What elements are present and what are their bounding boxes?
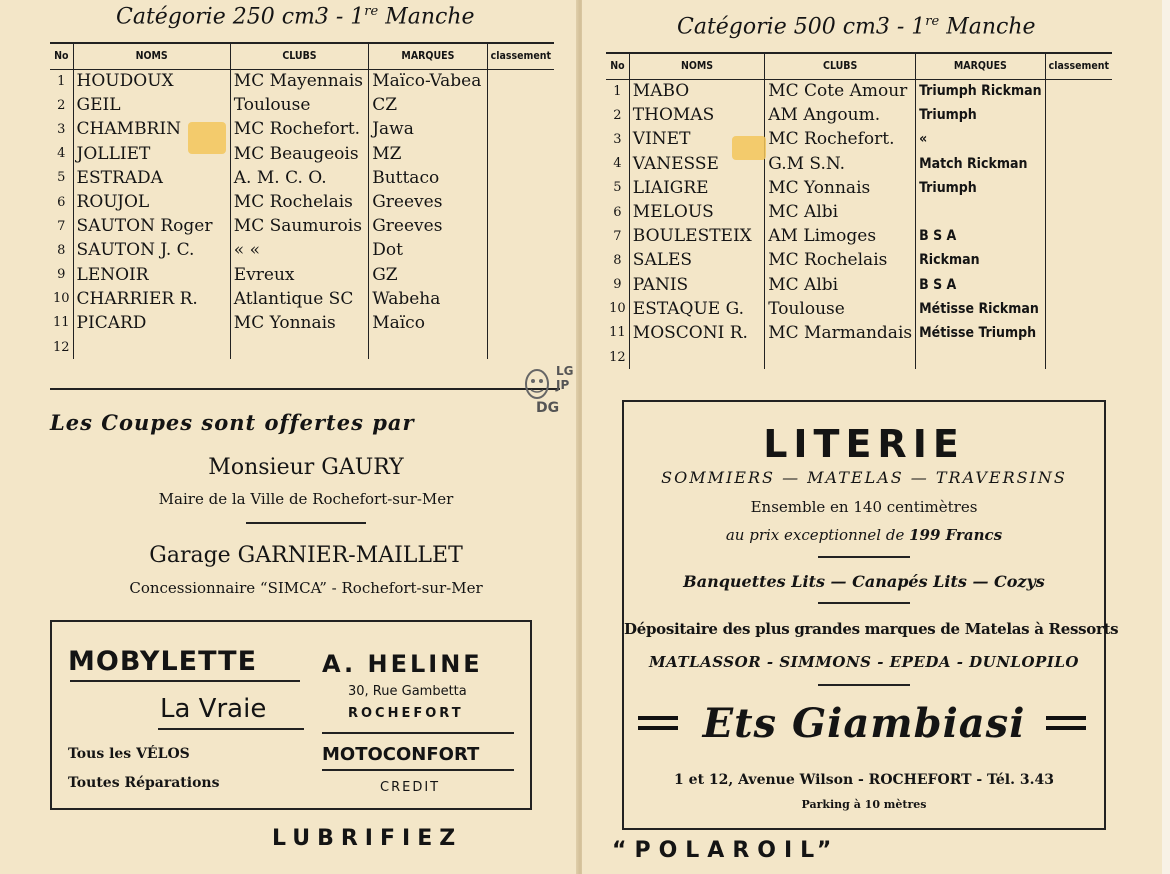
cell-nom: ESTAQUE G. xyxy=(629,297,764,321)
column-header: MARQUES xyxy=(916,53,1046,79)
cell-rank xyxy=(487,166,554,190)
table-row xyxy=(606,127,1112,151)
results-table-250 xyxy=(50,42,554,359)
cell-rank xyxy=(1045,127,1112,151)
table-row xyxy=(606,79,1112,103)
cell-marque: Maïco-Vabea xyxy=(369,69,487,93)
literie-brands: MATLASSOR - SIMMONS - EPEDA - DUNLOPILO xyxy=(649,653,1079,671)
cell-club: MC Saumurois xyxy=(230,214,368,238)
cell-marque: CZ xyxy=(369,93,487,117)
cell-club: « « xyxy=(230,238,368,262)
tape-stain xyxy=(732,136,766,160)
cell-marque: « xyxy=(916,127,1046,151)
footer-polaroil: “POLAROIL” xyxy=(612,838,840,863)
table-row xyxy=(50,263,554,287)
cell-marque: Maïco xyxy=(369,311,487,335)
cell-marque: Rickman xyxy=(916,248,1046,272)
table-row xyxy=(50,142,554,166)
cell-club: MC Cote Amour xyxy=(765,79,916,103)
cell-nom: MOSCONI R. xyxy=(629,321,764,345)
table-row xyxy=(606,248,1112,272)
cell-no: 7 xyxy=(613,228,622,244)
heline-city: ROCHEFORT xyxy=(348,706,464,721)
cell-no: 8 xyxy=(613,252,622,268)
cell-nom: SAUTON J. C. xyxy=(73,238,230,262)
table-row xyxy=(606,273,1112,297)
cell-rank xyxy=(1045,152,1112,176)
cell-rank xyxy=(487,142,554,166)
column-header: classement xyxy=(1045,53,1112,79)
cell-rank xyxy=(1045,345,1112,369)
column-header: classement xyxy=(487,43,554,69)
cell-club: MC Mayennais xyxy=(230,69,368,93)
cell-nom: PANIS xyxy=(629,273,764,297)
category-500-title: Catégorie 500 cm3 - 1re Manche xyxy=(677,14,1036,40)
column-header: CLUBS xyxy=(230,43,368,69)
cell-marque: MZ xyxy=(369,142,487,166)
cell-club: Toulouse xyxy=(765,297,916,321)
scan-edge xyxy=(1162,0,1170,874)
cell-club: A. M. C. O. xyxy=(230,166,368,190)
table-row xyxy=(50,69,554,93)
cell-nom: LIAIGRE xyxy=(629,176,764,200)
cell-marque: Métisse Triumph xyxy=(916,321,1046,345)
cell-club: Evreux xyxy=(230,263,368,287)
motoconfort-text: MOTOCONFORT xyxy=(322,744,480,765)
cell-club: MC Yonnais xyxy=(230,311,368,335)
cell-nom: BOULESTEIX xyxy=(629,224,764,248)
cell-club: AM Limoges xyxy=(765,224,916,248)
cell-no: 10 xyxy=(53,291,70,307)
cell-marque: B S A xyxy=(916,224,1046,248)
cell-marque xyxy=(916,200,1046,224)
cell-no: 5 xyxy=(57,170,66,186)
cell-marque: Métisse Rickman xyxy=(916,297,1046,321)
cell-no: 2 xyxy=(613,107,622,123)
cell-club xyxy=(230,335,368,359)
coupes-donor-2-title: Concessionnaire “SIMCA” - Rochefort-sur-Mer xyxy=(129,579,483,597)
table-row xyxy=(50,335,554,359)
cell-marque xyxy=(369,335,487,359)
cell-no: 12 xyxy=(53,339,70,355)
cell-no: 10 xyxy=(609,301,626,317)
literie-prix: au prix exceptionnel de 199 Francs xyxy=(725,526,1003,544)
cell-no: 1 xyxy=(613,83,622,99)
cell-no: 2 xyxy=(57,97,66,113)
cell-club: MC Rochelais xyxy=(230,190,368,214)
cell-no: 9 xyxy=(613,277,622,293)
cell-rank xyxy=(487,263,554,287)
footer-lubrifiez: LUBRIFIEZ xyxy=(272,826,463,851)
cell-marque: Jawa xyxy=(369,117,487,141)
la-vraie-text: La Vraie xyxy=(160,694,267,724)
literie-parking: Parking à 10 mètres xyxy=(801,798,927,811)
cell-rank xyxy=(487,214,554,238)
velos-text: Tous les VÉLOS xyxy=(68,746,190,762)
divider xyxy=(322,769,514,771)
divider xyxy=(322,732,514,734)
cell-marque: Greeves xyxy=(369,214,487,238)
cell-nom: ESTRADA xyxy=(73,166,230,190)
equals-decoration xyxy=(1046,716,1086,730)
cell-rank xyxy=(487,238,554,262)
divider xyxy=(70,680,300,682)
ets-giambiasi-logo: Ets Giambiasi xyxy=(702,700,1026,747)
column-header: MARQUES xyxy=(369,43,487,69)
cell-rank xyxy=(1045,248,1112,272)
cell-no: 11 xyxy=(609,325,626,341)
table-row xyxy=(606,297,1112,321)
table-row xyxy=(50,311,554,335)
cell-rank xyxy=(1045,103,1112,127)
cell-no: 6 xyxy=(57,194,66,210)
cell-no: 8 xyxy=(57,242,66,258)
table-row xyxy=(606,345,1112,369)
cell-club: G.M S.N. xyxy=(765,152,916,176)
divider xyxy=(50,388,560,390)
literie-ad xyxy=(622,400,1119,830)
cell-nom: THOMAS xyxy=(629,103,764,127)
cell-nom: MABO xyxy=(629,79,764,103)
cell-no: 9 xyxy=(57,267,66,283)
divider xyxy=(818,684,910,686)
stamp-line-1: LG xyxy=(556,364,574,378)
cell-club: Toulouse xyxy=(230,93,368,117)
cell-no: 12 xyxy=(609,349,626,365)
heline-address: 30, Rue Gambetta xyxy=(348,684,467,699)
stamp-line-2: JP xyxy=(556,378,570,392)
cell-marque: Wabeha xyxy=(369,287,487,311)
cell-marque: Triumph xyxy=(916,103,1046,127)
cell-rank xyxy=(1045,297,1112,321)
column-header: NOMS xyxy=(629,53,764,79)
cell-no: 5 xyxy=(613,180,622,196)
cell-nom: SALES xyxy=(629,248,764,272)
left-page xyxy=(0,0,578,874)
cell-nom: JOLLIET xyxy=(73,142,230,166)
cell-nom: GEIL xyxy=(73,93,230,117)
literie-depositaire: Dépositaire des plus grandes marques de Matelas à Ressorts xyxy=(624,620,1119,638)
cell-no: 4 xyxy=(57,146,66,162)
cell-club: MC Rochefort. xyxy=(230,117,368,141)
cell-club: MC Albi xyxy=(765,273,916,297)
cell-nom: VANESSE xyxy=(629,152,764,176)
cell-nom: PICARD xyxy=(73,311,230,335)
cell-marque: GZ xyxy=(369,263,487,287)
cell-rank xyxy=(487,69,554,93)
table-row xyxy=(50,214,554,238)
table-row xyxy=(606,321,1112,345)
coupes-title: Les Coupes sont offertes par xyxy=(50,410,415,435)
cell-rank xyxy=(487,311,554,335)
cell-club: MC Rochefort. xyxy=(765,127,916,151)
cell-no: 6 xyxy=(613,204,622,220)
cell-rank xyxy=(487,287,554,311)
cell-marque: Triumph Rickman xyxy=(916,79,1046,103)
cell-nom: MELOUS xyxy=(629,200,764,224)
cell-nom: LENOIR xyxy=(73,263,230,287)
cell-rank xyxy=(487,335,554,359)
cell-nom xyxy=(629,345,764,369)
column-header: No xyxy=(50,43,73,69)
literie-title: LITERIE xyxy=(763,422,965,466)
cell-no: 4 xyxy=(613,156,622,172)
table-row xyxy=(50,238,554,262)
divider xyxy=(158,728,304,730)
cell-rank xyxy=(1045,224,1112,248)
mobylette-ad xyxy=(50,620,532,810)
column-header: No xyxy=(606,53,629,79)
cell-nom: SAUTON Roger xyxy=(73,214,230,238)
cell-rank xyxy=(1045,176,1112,200)
results-table-500 xyxy=(606,52,1112,369)
cell-marque: Greeves xyxy=(369,190,487,214)
cell-no: 3 xyxy=(57,121,66,137)
cell-marque: Buttaco xyxy=(369,166,487,190)
cell-rank xyxy=(487,117,554,141)
heline-title: A. HELINE xyxy=(322,650,483,678)
literie-ensemble: Ensemble en 140 centimètres xyxy=(750,498,978,516)
table-row xyxy=(50,117,554,141)
cell-rank xyxy=(487,190,554,214)
table-row xyxy=(606,176,1112,200)
cell-nom: HOUDOUX xyxy=(73,69,230,93)
table-row xyxy=(606,200,1112,224)
column-header: CLUBS xyxy=(765,53,916,79)
table-row xyxy=(606,103,1112,127)
table-header-row xyxy=(50,43,554,69)
table-row xyxy=(50,93,554,117)
cell-rank xyxy=(487,93,554,117)
cell-no: 7 xyxy=(57,218,66,234)
cell-marque: Match Rickman xyxy=(916,152,1046,176)
tape-stain xyxy=(188,122,226,154)
cell-nom: CHAMBRIN xyxy=(73,117,230,141)
library-stamp xyxy=(522,362,582,422)
cell-nom: VINET xyxy=(629,127,764,151)
cell-marque: Triumph xyxy=(916,176,1046,200)
cell-club: AM Angoum. xyxy=(765,103,916,127)
cell-club: Atlantique SC xyxy=(230,287,368,311)
table-row xyxy=(606,152,1112,176)
table-row xyxy=(50,190,554,214)
cell-rank xyxy=(1045,321,1112,345)
cell-club: MC Albi xyxy=(765,200,916,224)
cell-no: 11 xyxy=(53,315,70,331)
cell-no: 3 xyxy=(613,131,622,147)
literie-address: 1 et 12, Avenue Wilson - ROCHEFORT - Tél. 3.43 xyxy=(674,772,1054,788)
category-250-title: Catégorie 250 cm3 - 1re Manche xyxy=(116,4,475,30)
mobylette-title: MOBYLETTE xyxy=(68,646,258,677)
cell-marque: Dot xyxy=(369,238,487,262)
table-row xyxy=(50,166,554,190)
coupes-donor-2: Garage GARNIER-MAILLET xyxy=(149,543,463,568)
cell-club: MC Yonnais xyxy=(765,176,916,200)
cell-rank xyxy=(1045,79,1112,103)
cell-club xyxy=(765,345,916,369)
cell-club: MC Rochelais xyxy=(765,248,916,272)
credit-text: CREDIT xyxy=(380,780,441,795)
cell-club: MC Beaugeois xyxy=(230,142,368,166)
divider xyxy=(246,522,366,524)
right-page xyxy=(582,0,1164,874)
divider xyxy=(818,556,910,558)
reparations-text: Toutes Réparations xyxy=(68,775,220,791)
column-header: NOMS xyxy=(73,43,230,69)
literie-products: SOMMIERS — MATELAS — TRAVERSINS xyxy=(661,468,1067,487)
divider xyxy=(818,602,910,604)
cell-marque: B S A xyxy=(916,273,1046,297)
table-header-row xyxy=(606,53,1112,79)
coupes-donor-1-title: Maire de la Ville de Rochefort-sur-Mer xyxy=(158,490,454,508)
stamp-line-3: DG xyxy=(536,400,560,416)
literie-lits: Banquettes Lits — Canapés Lits — Cozys xyxy=(683,572,1045,591)
cell-nom: ROUJOL xyxy=(73,190,230,214)
equals-decoration xyxy=(638,716,678,730)
cell-rank xyxy=(1045,200,1112,224)
coupes-donor-1: Monsieur GAURY xyxy=(208,455,404,480)
cell-club: MC Marmandais xyxy=(765,321,916,345)
table-row xyxy=(50,287,554,311)
cell-nom: CHARRIER R. xyxy=(73,287,230,311)
cell-nom xyxy=(73,335,230,359)
cell-rank xyxy=(1045,273,1112,297)
cell-no: 1 xyxy=(57,73,66,89)
cell-marque xyxy=(916,345,1046,369)
table-row xyxy=(606,224,1112,248)
